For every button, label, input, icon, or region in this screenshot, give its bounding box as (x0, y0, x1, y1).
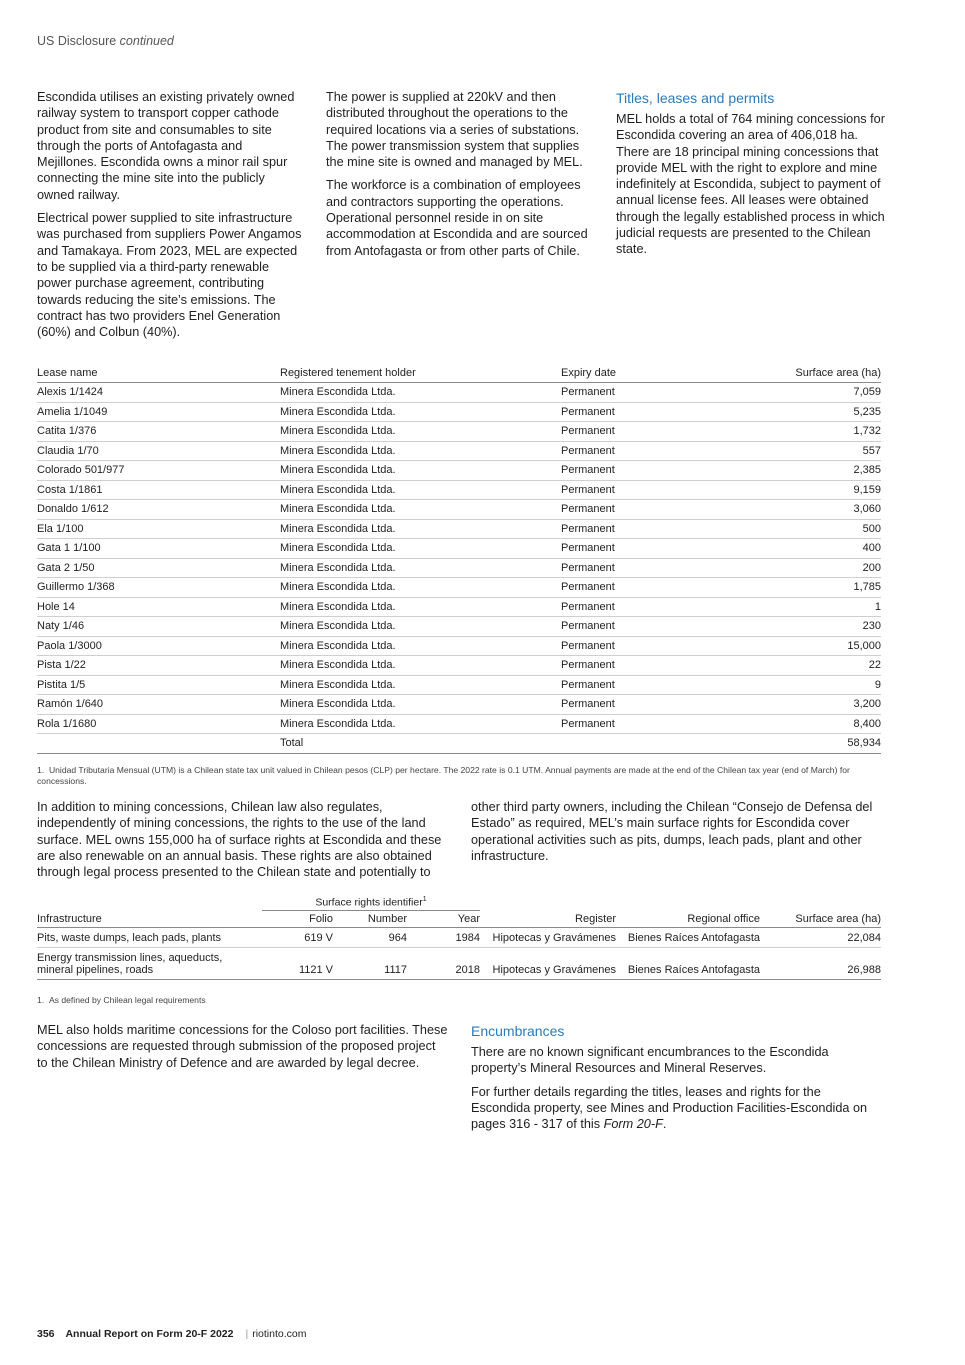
table-row: Colorado 501/977 Minera Escondida Ltda. Permanent 2,385 (37, 461, 881, 481)
page-header: US Disclosure continued (37, 34, 174, 48)
table-row: Paola 1/3000 Minera Escondida Ltda. Permanent 15,000 (37, 636, 881, 656)
paragraph: Escondida utilises an existing privately owned railway system to transport copper cathode product from site and consumables to site through the ports of Antofagasta and Mejillones. Escondida owns a minor rail spur connecting the mine site into the publicly owned railway. (37, 90, 295, 202)
column-header: Number (333, 911, 407, 928)
column-header: Registered tenement holder (280, 365, 561, 383)
paragraph: Electrical power supplied to site infrastructure was purchased from suppliers Power Angamos and Tamakaya. From 2023, MEL are expected to be supplied via a third-party renewable power purchase agreement, contributing towards reducing the site’s emissions. The contract has two providers Enel Generation (60%) and Colbun (40%). (37, 211, 302, 340)
encumbrances-section (471, 1022, 883, 1139)
column-header: Infrastructure (37, 911, 262, 928)
column-header: Regional office (616, 911, 760, 928)
column-header: Lease name (37, 365, 280, 383)
table-row: Guillermo 1/368 Minera Escondida Ltda. Permanent 1,785 (37, 578, 881, 598)
column-header: Folio (262, 911, 333, 928)
table-row: Ramón 1/640 Minera Escondida Ltda. Permanent 3,200 (37, 695, 881, 715)
table-header-row (37, 365, 881, 383)
table-row: Rola 1/1680 Minera Escondida Ltda. Permanent 8,400 (37, 714, 881, 734)
column-header: Surface area (ha) (760, 911, 881, 928)
table-row: Donaldo 1/612 Minera Escondida Ltda. Permanent 3,060 (37, 500, 881, 520)
table-row: Gata 2 1/50 Minera Escondida Ltda. Permanent 200 (37, 558, 881, 578)
footnote-legal: 1. As defined by Chilean legal requirements (37, 995, 206, 1005)
paragraph: The workforce is a combination of employees and contractors supporting the operations. Operational personnel reside in on site accommodation at Escondida and are sourced from Antofagasta or from other parts of Chile. (326, 178, 588, 258)
column-header: Expiry date (561, 365, 731, 383)
lease-table (37, 365, 881, 754)
table-header-row (37, 911, 881, 928)
paragraph: There are no known significant encumbrances to the Escondida property’s Mineral Resources and Mineral Reserves. (471, 1045, 829, 1076)
text-column-1 (37, 89, 305, 347)
surface-rights-left (37, 799, 447, 887)
table-row: Gata 1 1/100 Minera Escondida Ltda. Permanent 400 (37, 539, 881, 559)
site-link[interactable]: riotinto.com (252, 1328, 307, 1340)
maritime-text (37, 1022, 449, 1078)
table-row: Pits, waste dumps, leach pads, plants 619 V 964 1984 Hipotecas y Gravámenes Bienes Raíces Antofagasta 22,084 (37, 928, 881, 948)
page-footer: 356 Annual Report on Form 20-F 2022 | riotinto.com (37, 1328, 307, 1340)
section-heading-encumbrances: Encumbrances (471, 1023, 565, 1039)
group-header: Surface rights identifier$^1$ (262, 894, 480, 911)
table-row: Catita 1/376 Minera Escondida Ltda. Permanent 1,732 (37, 422, 881, 442)
table-row: Hole 14 Minera Escondida Ltda. Permanent 1 (37, 597, 881, 617)
footnote-utm: 1. Unidad Tributaria Mensual (UTM) is a Chilean state tax unit valued in Chilean pesos (CLP) per hectare. The 2022 rate is 0.1 UTM. Annual payments are made at the end of the Chilean tax year (end of March) for concessions. (37, 765, 850, 786)
table-row: Claudia 1/70 Minera Escondida Ltda. Permanent 557 (37, 441, 881, 461)
column-header: Year (407, 911, 480, 928)
paragraph: other third party owners, including the Chilean “Consejo de Defensa del Estado” as required, MEL’s main surface rights for Escondida cover operational activities such as pits, dumps, leach pads, plant and other infrastructure. (471, 800, 873, 863)
paragraph: MEL also holds maritime concessions for the Coloso port facilities. These concessions are requested through submission of the proposed project to the Chilean Ministry of Defence and are awarded by legal decree. (37, 1023, 448, 1070)
table-total-row: Total 58,934 (37, 734, 881, 754)
text-column-2 (326, 89, 594, 266)
section-heading-titles: Titles, leases and permits (616, 90, 775, 106)
paragraph: In addition to mining concessions, Chilean law also regulates, independently of mining concessions, the rights to the use of the land surface. MEL owns 155,000 ha of surface rights at Escondida and these are also renewable on an annual basis. These rights are also obtained through legal process presented to the Chilean state and potentially to (37, 800, 442, 880)
paragraph: For further details regarding the titles, leases and rights for the Escondida property, see Mines and Production Facilities-Escondida on pages 316 - 317 of this Form 20-F. (471, 1084, 868, 1132)
paragraph: MEL holds a total of 764 mining concessions for Escondida covering an area of 406,018 ha. There are 18 principal mining concessions that provide MEL with the right to explore and mine indefinitely at Escondida, subject to payment of annual license fees. All leases were obtained through the legally established process in which judicial requests are presented to the Chilean state. (616, 112, 885, 257)
table-row: Alexis 1/1424 Minera Escondida Ltda. Permanent 7,059 (37, 383, 881, 403)
table-row: Pista 1/22 Minera Escondida Ltda. Permanent 22 (37, 656, 881, 676)
table-row: Naty 1/46 Minera Escondida Ltda. Permanent 230 (37, 617, 881, 637)
page-number: 356 (37, 1328, 55, 1340)
report-title: Annual Report on Form 20-F 2022 (65, 1328, 234, 1340)
column-header: Register (480, 911, 616, 928)
text-column-3 (616, 89, 888, 265)
table-row: Amelia 1/1049 Minera Escondida Ltda. Permanent 5,235 (37, 402, 881, 422)
table-row: Energy transmission lines, aqueducts, mineral pipelines, roads 1121 V 1117 2018 Hipotecas y Gravámenes Bienes Raíces Antofagasta 26,988 (37, 948, 881, 980)
surface-rights-right (471, 799, 881, 871)
infrastructure-table (37, 894, 881, 980)
column-header: Surface area (ha) (731, 365, 881, 383)
paragraph: The power is supplied at 220kV and then distributed throughout the operations to the required locations via a series of substations. The power transmission system that supplies the mine site is owned and managed by MEL. (326, 90, 583, 170)
table-row: Ela 1/100 Minera Escondida Ltda. Permanent 500 (37, 519, 881, 539)
table-row: Pistita 1/5 Minera Escondida Ltda. Permanent 9 (37, 675, 881, 695)
table-row: Costa 1/1861 Minera Escondida Ltda. Permanent 9,159 (37, 480, 881, 500)
